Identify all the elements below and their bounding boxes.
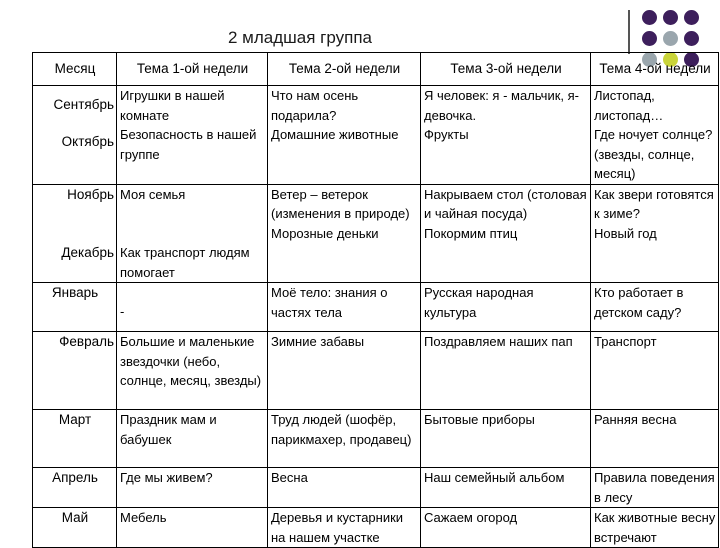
week-4-cell: Ранняя весна <box>591 410 719 468</box>
week-3-cell: Русская народная культура <box>421 283 591 332</box>
week-1-cell: Праздник мам и бабушек <box>117 410 268 468</box>
logo-dot <box>684 31 699 46</box>
table-row <box>33 410 719 468</box>
week-2-cell: Деревья и кустарники на нашем участке <box>268 508 421 548</box>
week-4-cell: Листопад, листопад… Где ночует солнце? (звезды, солнце, месяц) <box>591 86 719 185</box>
header-week-4: Тема 4-ой недели <box>591 53 719 86</box>
empty-dash: - <box>120 304 125 319</box>
week-1-cell: Большие и маленькие звездочки (небо, солнце, месяц, звезды) <box>117 332 268 410</box>
week-2-cell: Ветер – ветерок (изменения в природе) Морозные деньки <box>268 184 421 283</box>
week-3-cell: Наш семейный альбом <box>421 468 591 508</box>
week-4-cell: Как животные весну встречают <box>591 508 719 548</box>
page-title: 2 младшая группа <box>227 28 372 47</box>
logo-dot <box>663 31 678 46</box>
month-cell: Ноябрь Декабрь <box>33 184 117 283</box>
week-1-cell: Моя семья Как транспорт людям помогает <box>117 184 268 283</box>
table-row <box>33 508 719 548</box>
week-2-cell: Что нам осень подарила? Домашние животные <box>268 86 421 185</box>
table-row <box>33 332 719 410</box>
header-week-2: Тема 2-ой недели <box>268 53 421 86</box>
week-3-cell: Накрываем стол (столовая и чайная посуда) Покормим птиц <box>421 184 591 283</box>
month-cell: Май <box>33 508 117 548</box>
logo-dot <box>684 10 699 25</box>
plan-table <box>32 52 719 548</box>
week-4-cell: Как звери готовятся к зиме? Новый год <box>591 184 719 283</box>
table-row <box>33 468 719 508</box>
logo-dot <box>642 10 657 25</box>
month-cell: Январь <box>33 283 117 332</box>
week-3-cell: Бытовые приборы <box>421 410 591 468</box>
week-3-cell: Я человек: я - мальчик, я-девочка. Фрукты <box>421 86 591 185</box>
week-4-cell: Кто работает в детском саду? <box>591 283 719 332</box>
week-1-cell: Игрушки в нашей комнате Безопасность в нашей группе <box>117 86 268 185</box>
month-cell: Сентябрь Октябрь <box>33 86 117 185</box>
week-1-cell <box>117 283 268 332</box>
week-3-cell: Поздравляем наших пап <box>421 332 591 410</box>
week-2-cell: Труд людей (шофёр, парикмахер, продавец) <box>268 410 421 468</box>
month-cell: Март <box>33 410 117 468</box>
table-row <box>33 283 719 332</box>
header-week-1: Тема 1-ой недели <box>117 53 268 86</box>
table-row <box>33 86 719 185</box>
logo-dot <box>642 31 657 46</box>
table-header-row <box>33 53 719 86</box>
table-row <box>33 184 719 283</box>
week-4-cell: Правила поведения в лесу <box>591 468 719 508</box>
month-cell: Апрель <box>33 468 117 508</box>
week-2-cell: Зимние забавы <box>268 332 421 410</box>
logo-dot <box>663 10 678 25</box>
header-month: Месяц <box>33 53 117 86</box>
header-week-3: Тема 3-ой недели <box>421 53 591 86</box>
week-2-cell: Моё тело: знания о частях тела <box>268 283 421 332</box>
week-3-cell: Сажаем огород <box>421 508 591 548</box>
logo-divider <box>628 10 630 54</box>
week-1-cell: Где мы живем? <box>117 468 268 508</box>
week-2-cell: Весна <box>268 468 421 508</box>
month-cell: Февраль <box>33 332 117 410</box>
week-1-cell: Мебель <box>117 508 268 548</box>
week-4-cell: Транспорт <box>591 332 719 410</box>
